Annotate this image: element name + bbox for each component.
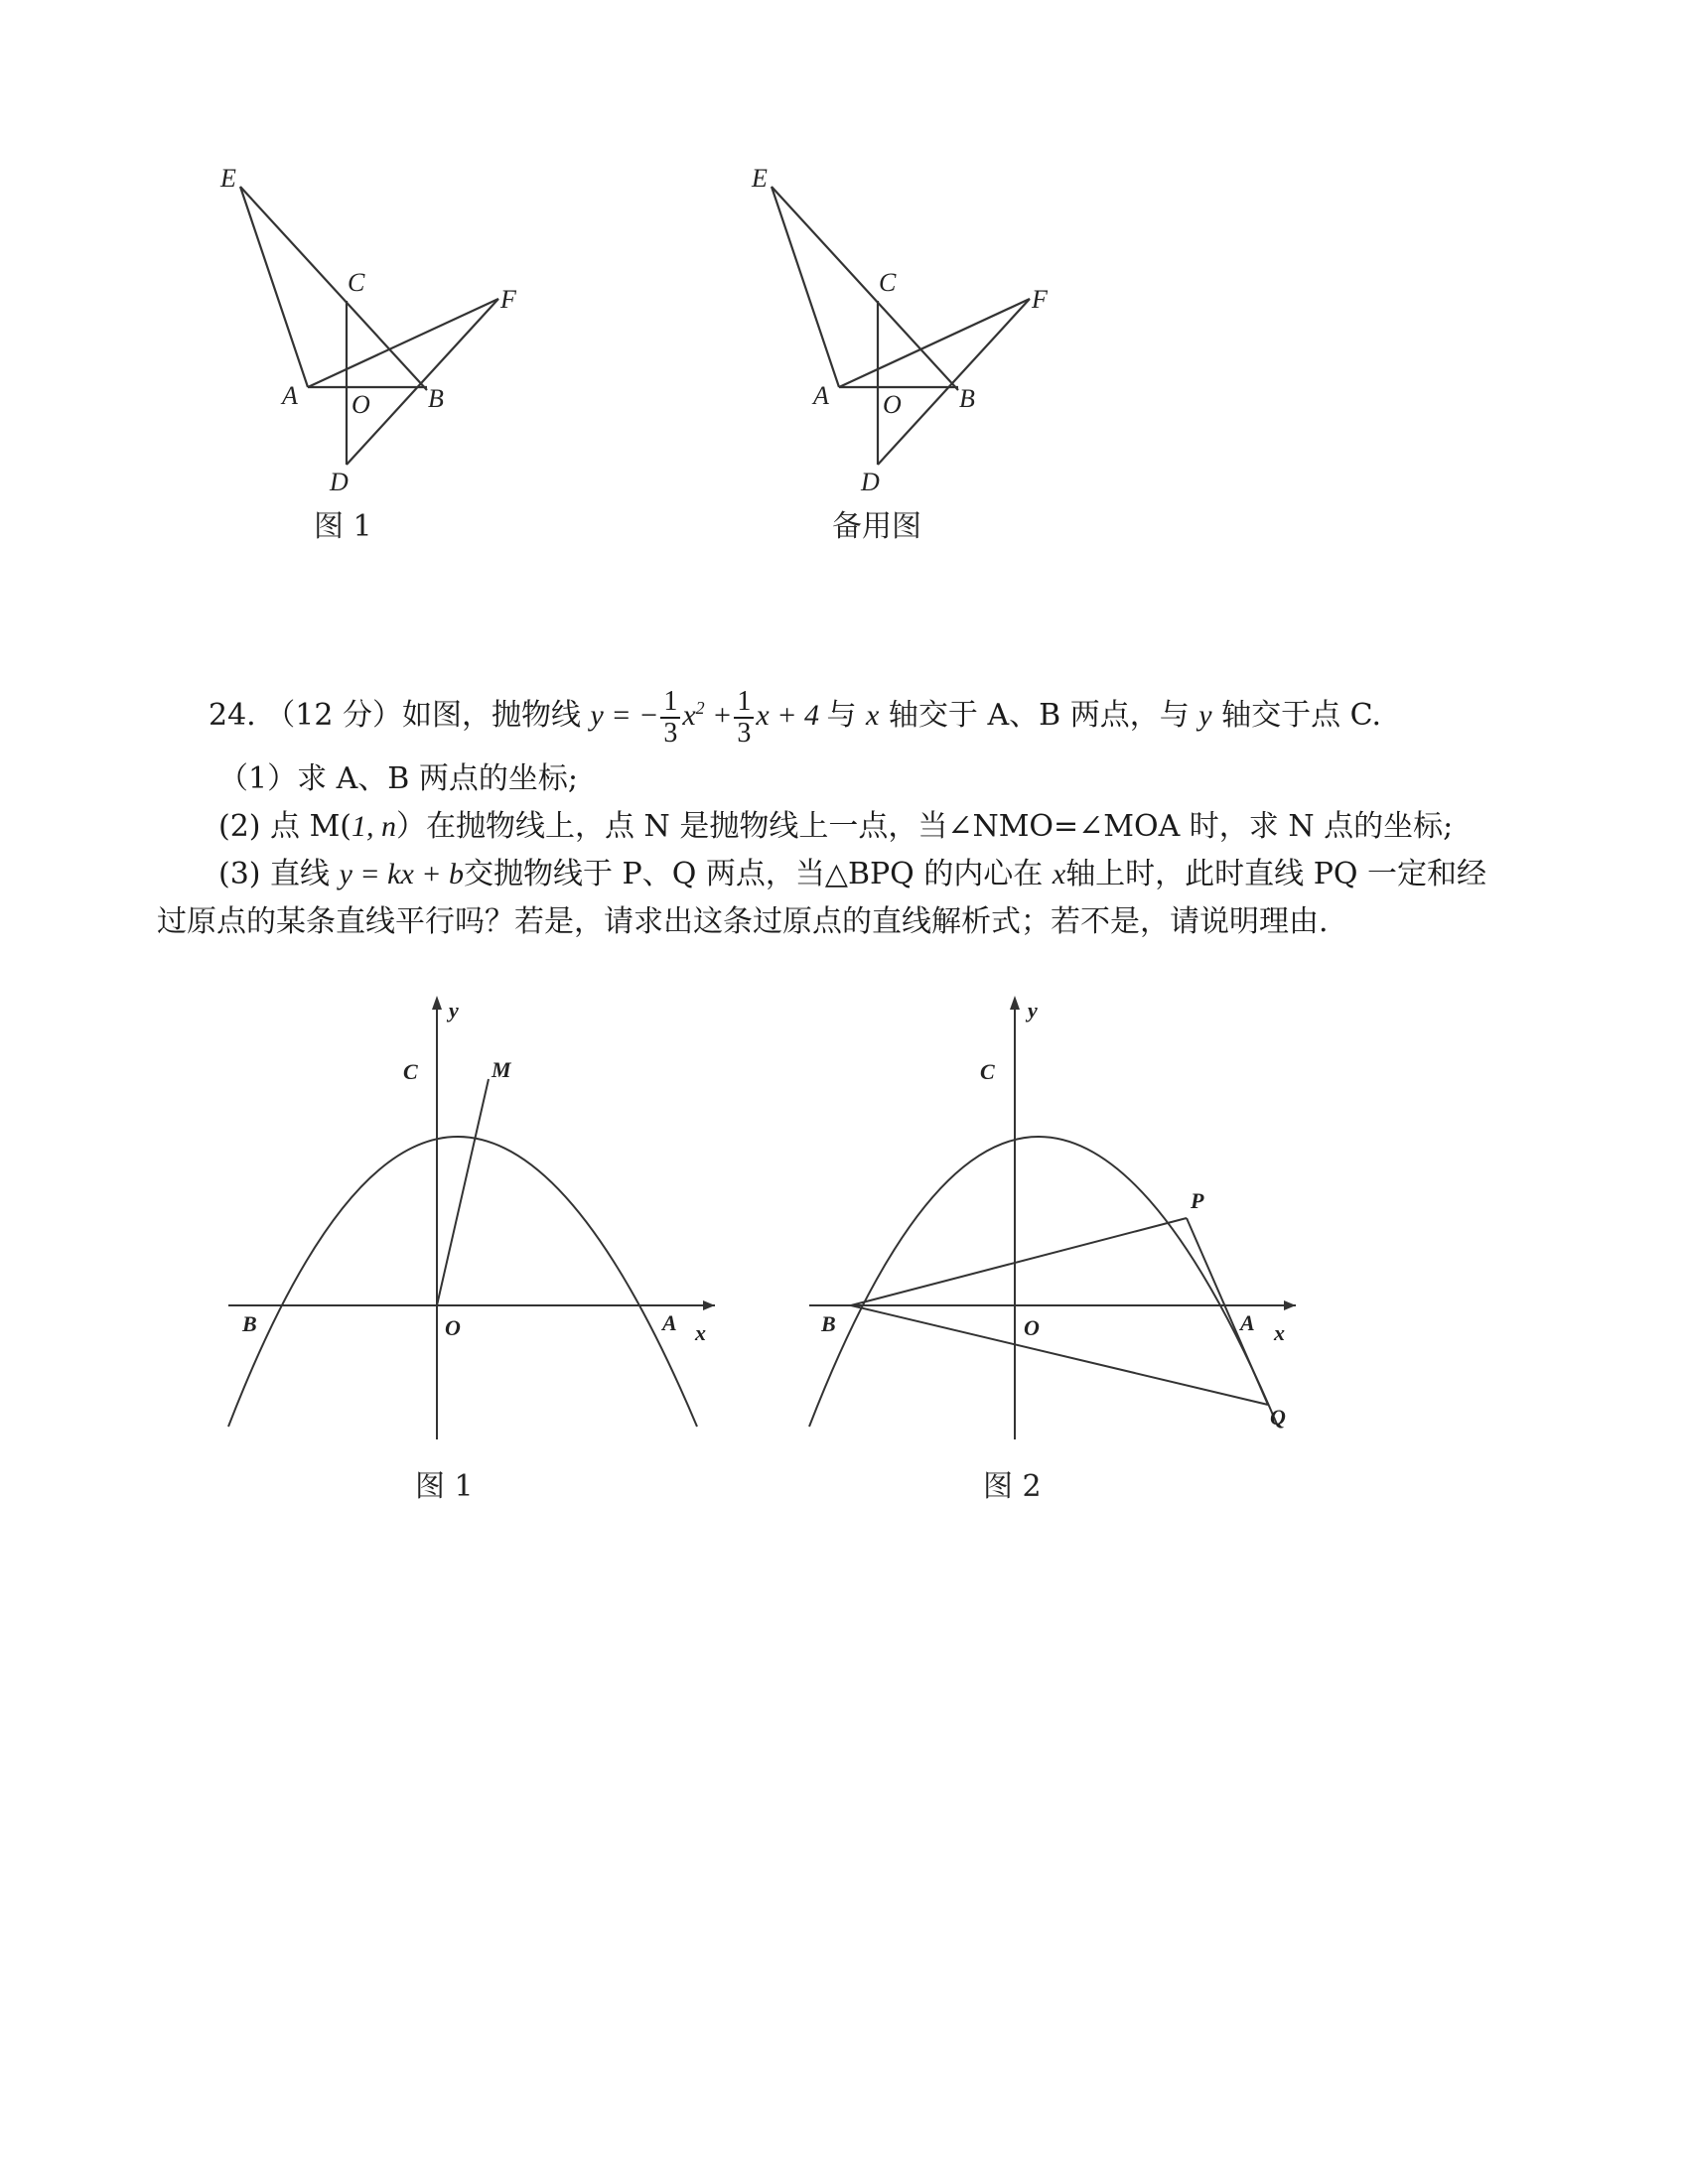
parabola-figure-1 [218,988,735,1444]
question-24-part-3: (3) 直线 y = kx + b交抛物线于 P、Q 两点，当△BPQ 的内心在 x轴上时，此时直线 PQ 一定和经 [218,857,1487,891]
top-figure-1-caption: 图 1 [314,509,372,544]
label-P: P [1191,1188,1204,1213]
equation: y = − $\frac{1}{3}$ $x^2$ + $\frac{1}{3}$ x + 4 [590,686,819,750]
label-x: x [1274,1320,1285,1345]
label-O: O [1024,1315,1040,1340]
label-A: A [813,381,829,410]
fraction-1: $\frac{1}{3}$ [660,687,680,749]
label-y: y [1028,998,1038,1023]
label-B: B [428,384,444,413]
fraction-2: $\frac{1}{3}$ [734,687,754,749]
geometry-diagram [209,159,546,496]
question-24-line-1: 24. （12 分）如图，抛物线 y = − $\frac{1}{3}$ $x^2$ + $\frac{1}{3}$ x + 4 与 x 轴交于 A、B 两点，与 y 轴交于点 C. [209,686,1382,750]
parabola-figure-2-caption: 图 2 [983,1469,1042,1504]
question-number: 24. [209,698,256,733]
label-B: B [821,1311,836,1336]
label-y: y [449,998,459,1023]
question-24-part-2: (2) 点 M(1, n）在抛物线上，点 N 是抛物线上一点，当∠NMO=∠MOA 时，求 N 点的坐标; [218,809,1454,844]
label-A: A [1240,1310,1255,1335]
parabola-figure-1-caption: 图 1 [415,1469,474,1504]
label-A: A [282,381,298,410]
label-O: O [883,390,902,419]
coordinate-diagram [218,988,735,1444]
label-Q: Q [1270,1405,1286,1430]
top-figure-1 [209,159,546,496]
label-B: B [959,384,975,413]
label-C: C [980,1059,995,1084]
question-24-part-3-line-2: 过原点的某条直线平行吗？若是，请求出这条过原点的直线解析式；若不是，请说明理由. [157,904,1329,939]
label-C: C [879,268,897,297]
label-F: F [500,285,516,314]
label-D: D [330,468,349,496]
top-figure-2 [740,159,1077,496]
label-E: E [220,164,236,193]
parabola-figure-2 [799,988,1316,1444]
question-24-part-1: （1）求 A、B 两点的坐标; [218,761,578,796]
geometry-diagram [740,159,1077,496]
coordinate-diagram [799,988,1316,1444]
label-C: C [403,1059,418,1084]
top-figure-2-caption: 备用图 [832,509,921,544]
label-A: A [662,1310,677,1335]
label-x: x [695,1320,706,1345]
label-M: M [492,1057,511,1082]
label-B: B [242,1311,257,1336]
label-C: C [348,268,365,297]
label-O: O [445,1315,461,1340]
label-F: F [1032,285,1048,314]
label-O: O [352,390,370,419]
question-score: （12 分）如图，抛物线 [265,698,581,733]
label-D: D [861,468,880,496]
label-E: E [752,164,768,193]
